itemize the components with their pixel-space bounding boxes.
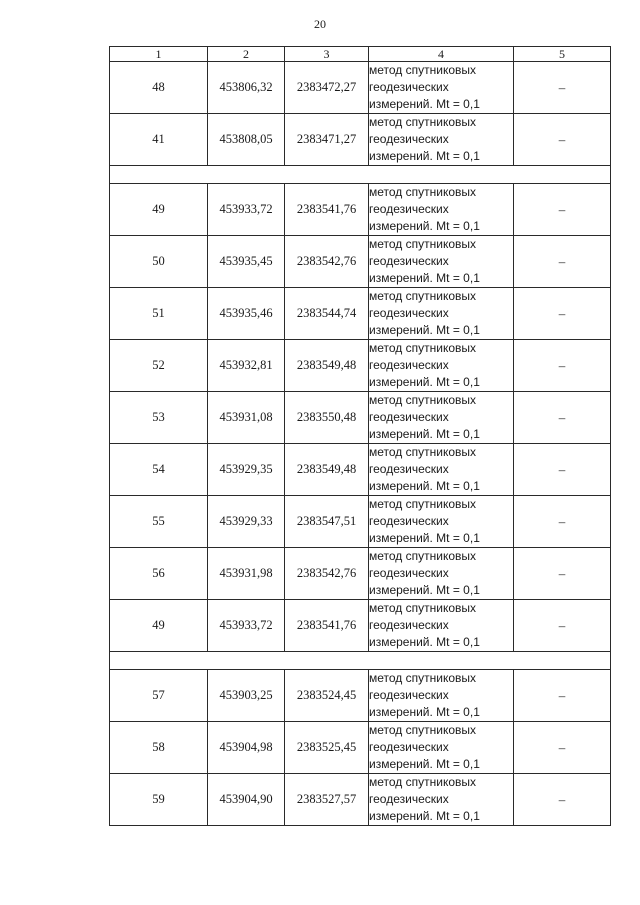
method-cell [369,184,514,236]
table-row [110,114,611,166]
point-number-cell: 54 [110,444,208,496]
method-line: измерений. Mt = 0,1 [369,375,480,389]
y-coordinate-cell: 2383541,76 [285,600,369,652]
x-coordinate-cell: 453933,72 [208,600,285,652]
method-line: метод спутниковых [369,723,477,737]
header-cell-3: 3 [285,47,369,62]
accuracy-dash-cell: – [514,392,611,444]
method-line: метод спутниковых [369,497,477,511]
point-number-cell: 48 [110,62,208,114]
method-line: измерений. Mt = 0,1 [369,757,480,771]
method-line: геодезических [369,410,449,424]
accuracy-dash-cell: – [514,184,611,236]
x-coordinate-cell: 453935,45 [208,236,285,288]
method-line: измерений. Mt = 0,1 [369,323,480,337]
table-row [110,184,611,236]
method-line: геодезических [369,132,449,146]
header-cell-1: 1 [110,47,208,62]
x-coordinate-cell: 453929,33 [208,496,285,548]
method-line: геодезических [369,618,449,632]
separator-row [110,166,611,184]
method-line: метод спутниковых [369,237,477,251]
point-number-cell: 49 [110,184,208,236]
point-number-cell: 56 [110,548,208,600]
method-cell [369,392,514,444]
method-line: геодезических [369,566,449,580]
method-line: измерений. Mt = 0,1 [369,97,480,111]
point-number-cell: 50 [110,236,208,288]
method-line: измерений. Mt = 0,1 [369,635,480,649]
method-line: метод спутниковых [369,115,477,129]
method-line: метод спутниковых [369,549,477,563]
method-cell [369,722,514,774]
method-line: измерений. Mt = 0,1 [369,149,480,163]
table-row [110,62,611,114]
method-line: измерений. Mt = 0,1 [369,531,480,545]
x-coordinate-cell: 453904,90 [208,774,285,826]
y-coordinate-cell: 2383524,45 [285,670,369,722]
method-line: геодезических [369,306,449,320]
point-number-cell: 55 [110,496,208,548]
method-cell [369,236,514,288]
y-coordinate-cell: 2383549,48 [285,340,369,392]
method-cell [369,496,514,548]
accuracy-dash-cell: – [514,340,611,392]
y-coordinate-cell: 2383542,76 [285,236,369,288]
method-line: измерений. Mt = 0,1 [369,479,480,493]
method-cell [369,288,514,340]
y-coordinate-cell: 2383527,57 [285,774,369,826]
header-cell-4: 4 [369,47,514,62]
method-line: измерений. Mt = 0,1 [369,809,480,823]
x-coordinate-cell: 453929,35 [208,444,285,496]
method-cell [369,670,514,722]
point-number-cell: 58 [110,722,208,774]
header-cell-5: 5 [514,47,611,62]
x-coordinate-cell: 453808,05 [208,114,285,166]
accuracy-dash-cell: – [514,114,611,166]
point-number-cell: 52 [110,340,208,392]
y-coordinate-cell: 2383472,27 [285,62,369,114]
method-line: измерений. Mt = 0,1 [369,583,480,597]
method-line: метод спутниковых [369,775,477,789]
method-line: измерений. Mt = 0,1 [369,271,480,285]
method-line: геодезических [369,80,449,94]
x-coordinate-cell: 453904,98 [208,722,285,774]
x-coordinate-cell: 453933,72 [208,184,285,236]
method-line: геодезических [369,740,449,754]
method-cell [369,600,514,652]
method-line: метод спутниковых [369,63,477,77]
point-number-cell: 41 [110,114,208,166]
x-coordinate-cell: 453903,25 [208,670,285,722]
accuracy-dash-cell: – [514,444,611,496]
table-row [110,444,611,496]
table-row [110,496,611,548]
y-coordinate-cell: 2383549,48 [285,444,369,496]
accuracy-dash-cell: – [514,62,611,114]
method-line: геодезических [369,254,449,268]
method-cell [369,548,514,600]
table-row [110,600,611,652]
accuracy-dash-cell: – [514,670,611,722]
method-line: метод спутниковых [369,185,477,199]
accuracy-dash-cell: – [514,548,611,600]
method-line: метод спутниковых [369,341,477,355]
x-coordinate-cell: 453931,98 [208,548,285,600]
y-coordinate-cell: 2383525,45 [285,722,369,774]
table-row [110,340,611,392]
method-line: метод спутниковых [369,601,477,615]
point-number-cell: 51 [110,288,208,340]
y-coordinate-cell: 2383547,51 [285,496,369,548]
point-number-cell: 59 [110,774,208,826]
method-line: геодезических [369,514,449,528]
separator-cell [110,166,611,184]
method-line: геодезических [369,792,449,806]
method-cell [369,774,514,826]
separator-row [110,652,611,670]
point-number-cell: 57 [110,670,208,722]
y-coordinate-cell: 2383544,74 [285,288,369,340]
accuracy-dash-cell: – [514,600,611,652]
method-cell [369,62,514,114]
x-coordinate-cell: 453806,32 [208,62,285,114]
method-line: метод спутниковых [369,289,477,303]
method-line: метод спутниковых [369,445,477,459]
table-row [110,236,611,288]
y-coordinate-cell: 2383542,76 [285,548,369,600]
method-line: метод спутниковых [369,393,477,407]
header-cell-2: 2 [208,47,285,62]
accuracy-dash-cell: – [514,236,611,288]
table-row [110,774,611,826]
coordinates-table [109,46,611,826]
table-row [110,670,611,722]
accuracy-dash-cell: – [514,722,611,774]
table-row [110,548,611,600]
method-line: измерений. Mt = 0,1 [369,219,480,233]
x-coordinate-cell: 453935,46 [208,288,285,340]
table-row [110,722,611,774]
separator-cell [110,652,611,670]
page-number: 20 [314,17,326,31]
point-number-cell: 53 [110,392,208,444]
accuracy-dash-cell: – [514,288,611,340]
y-coordinate-cell: 2383471,27 [285,114,369,166]
x-coordinate-cell: 453931,08 [208,392,285,444]
method-line: геодезических [369,358,449,372]
accuracy-dash-cell: – [514,774,611,826]
method-cell [369,444,514,496]
y-coordinate-cell: 2383541,76 [285,184,369,236]
table-row [110,392,611,444]
method-line: геодезических [369,688,449,702]
method-line: геодезических [369,202,449,216]
method-line: измерений. Mt = 0,1 [369,705,480,719]
table-row [110,288,611,340]
method-cell [369,114,514,166]
table-body [110,62,611,826]
method-line: геодезических [369,462,449,476]
method-cell [369,340,514,392]
point-number-cell: 49 [110,600,208,652]
method-line: измерений. Mt = 0,1 [369,427,480,441]
header-row [110,47,611,62]
y-coordinate-cell: 2383550,48 [285,392,369,444]
method-line: метод спутниковых [369,671,477,685]
accuracy-dash-cell: – [514,496,611,548]
x-coordinate-cell: 453932,81 [208,340,285,392]
